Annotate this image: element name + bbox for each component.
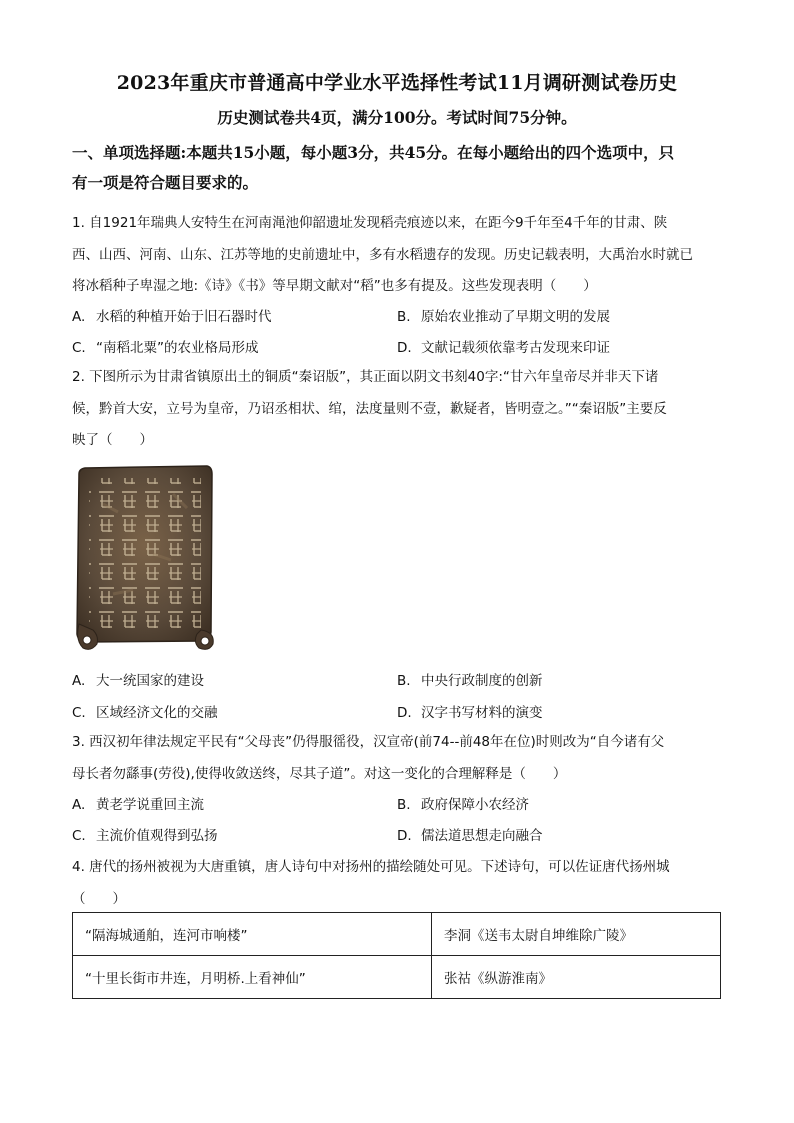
- exam-title: 2023年重庆市普通高中学业水平选择性考试11月调研测试卷历史: [116, 72, 678, 94]
- poem-source-cell: 张祜《纵游淮南》: [432, 956, 721, 999]
- question-3-option-b[interactable]: B. 政府保障小农经济: [397, 797, 529, 813]
- table-row: [73, 913, 721, 956]
- question-4-line-2: （ ）: [72, 890, 126, 907]
- question-1-option-d[interactable]: D. 文献记载须依靠考古发现来印证: [397, 340, 610, 356]
- option-text: 政府保障小农经济: [421, 797, 529, 813]
- question-3-line-1: 3. 西汉初年律法规定平民有“父母丧”仍得服徭役，汉宣帝(前74--前48年在位)时则改为“自今诸有父: [72, 734, 665, 750]
- section-heading-line-2: 有一项是符合题目要求的。: [72, 173, 259, 192]
- option-text: 文献记载须依靠考古发现来印证: [421, 340, 610, 356]
- bronze-inscription-plate-icon: [73, 464, 215, 652]
- poem-source-cell: 李洞《送韦太尉自坤维除广陵》: [432, 913, 721, 956]
- section-heading-line-1: 一、单项选择题:本题共15小题，每小题3分，共45分。在每小题给出的四个选项中，只: [72, 143, 675, 162]
- question-1-line-3: 将冰稻种子卑湿之地:《诗》《书》等早期文献对“稻”也多有提及。这些发现表明（ ）: [72, 278, 597, 294]
- question-1-stem: [72, 208, 724, 303]
- question-2-line-1: 2. 下图所示为甘肃省镇原出土的铜质“秦诏版”，其正面以阴文书刻40字:“甘六年皇帝尽并非天下诸: [72, 369, 659, 385]
- poem-table: [72, 912, 721, 999]
- option-text: 大一统国家的建设: [96, 673, 204, 689]
- section-heading: [72, 138, 724, 198]
- question-3-stem: [72, 727, 724, 790]
- question-1-line-1: 1. 自1921年瑞典人安特生在河南渑池仰韶遗址发现稻壳痕迹以来，在距今9千年至4千年的甘肃、陕: [72, 215, 668, 231]
- option-text: 中央行政制度的创新: [421, 673, 543, 689]
- question-2-option-d[interactable]: D. 汉字书写材料的演变: [397, 705, 543, 721]
- option-text: 水稻的种植开始于旧石器时代: [96, 309, 272, 325]
- question-1-option-b[interactable]: B. 原始农业推动了早期文明的发展: [397, 309, 610, 325]
- question-2-option-b[interactable]: B. 中央行政制度的创新: [397, 673, 543, 689]
- table-row: [73, 956, 721, 999]
- question-1-line-2: 西、山西、河南、山东、江苏等地的史前遗址中，多有水稻遗存的发现。历史记载表明，大禹治水时就已: [72, 246, 693, 263]
- question-2-option-c[interactable]: C. 区域经济文化的交融: [72, 705, 218, 721]
- question-1-option-a[interactable]: A. 水稻的种植开始于旧石器时代: [72, 309, 272, 325]
- option-text: 主流价值观得到弘扬: [96, 828, 218, 844]
- question-3-line-2: 母长者勿繇事(劳役),使得收敛送终，尽其子道”。对这一变化的合理解释是（ ）: [72, 765, 567, 782]
- poem-line-cell: “十里长街市井连，月明桥.上看神仙”: [73, 956, 432, 999]
- question-2-stem: [72, 362, 724, 457]
- exam-subtitle: 历史测试卷共4页，满分100分。考试时间75分钟。: [217, 108, 577, 127]
- question-3-option-a[interactable]: A. 黄老学说重回主流: [72, 797, 204, 813]
- question-2-line-2: 候，黔首大安，立号为皇帝，乃诏丞相状、绾，法度量则不壹，歉疑者，皆明壹之。”“秦诏版”主要反: [72, 400, 667, 417]
- option-text: 区域经济文化的交融: [96, 705, 218, 721]
- question-2-line-3: 映了（ ）: [72, 432, 153, 448]
- question-1-option-c[interactable]: C. “南稻北粟”的农业格局形成: [72, 340, 259, 356]
- question-4-stem: [72, 852, 724, 915]
- option-text: 原始农业推动了早期文明的发展: [421, 309, 610, 325]
- question-2-option-a[interactable]: A. 大一统国家的建设: [72, 673, 204, 689]
- option-text: 汉字书写材料的演变: [421, 705, 543, 721]
- poem-line-cell: “隔海城通舶，连河市响楼”: [73, 913, 432, 956]
- question-3-option-c[interactable]: C. 主流价值观得到弘扬: [72, 828, 218, 844]
- question-3-option-d[interactable]: D. 儒法道思想走向融合: [397, 828, 543, 844]
- option-text: “南稻北粟”的农业格局形成: [96, 340, 259, 356]
- option-text: 黄老学说重回主流: [96, 797, 204, 813]
- bronze-inscription-plate-image: [73, 464, 215, 652]
- option-text: 儒法道思想走向融合: [421, 828, 543, 844]
- question-4-line-1: 4. 唐代的扬州被视为大唐重镇，唐人诗句中对扬州的描绘随处可见。下述诗句，可以佐证唐代扬州城: [72, 859, 670, 875]
